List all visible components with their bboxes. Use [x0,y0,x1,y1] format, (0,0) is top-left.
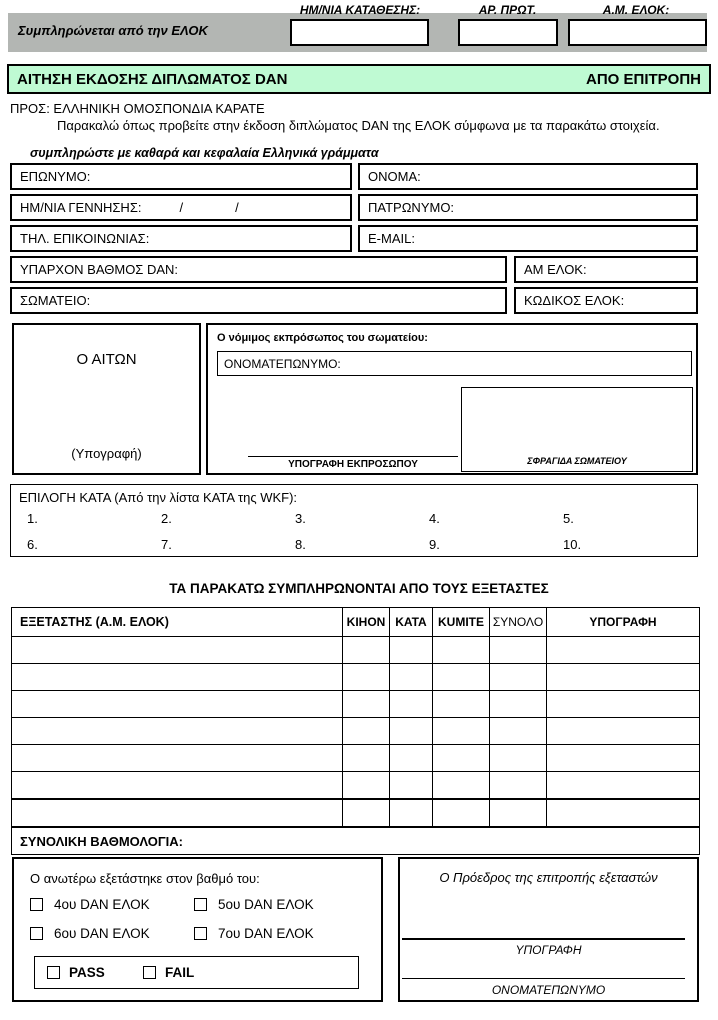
applicant-title: Ο ΑΙΤΩΝ [76,351,137,368]
option-5ou-dan-label: 5ου DAN ΕΛΟΚ [218,897,314,912]
kumite-cell[interactable] [433,637,490,664]
club-stamp-caption: ΣΦΡΑΓΙΔΑ ΣΩΜΑΤΕΙΟΥ [527,456,627,466]
phone-label: ΤΗΛ. ΕΠΙΚΟΙΝΩΝΙΑΣ: [20,231,150,246]
exam-result-title: Ο ανωτέρω εξετάστηκε στον βαθμό του: [30,871,260,886]
checkbox-6ou-dan-elok[interactable] [30,927,43,940]
kihon-cell[interactable] [343,718,390,745]
kata-row-2 [11,537,697,552]
table-row [12,772,700,800]
table-row [12,718,700,745]
president-signature-caption: ΥΠΟΓΡΑΦΗ [515,943,582,957]
kihon-cell[interactable] [343,799,390,827]
kihon-cell[interactable] [343,691,390,718]
col-signature: ΥΠΟΓΡΑΦΗ [547,608,700,637]
examiners-header-row [12,608,700,637]
kata-slot-4[interactable]: 4. [429,511,440,526]
examiners-heading: ΤΑ ΠΑΡΑΚΑΤΩ ΣΥΜΠΛΗΡΩΝΟΝΤΑΙ ΑΠΟ ΤΟΥΣ ΕΞΕΤΑΣΤΕΣ [169,581,549,596]
kata-slot-3[interactable]: 3. [295,511,306,526]
pass-label: PASS [69,965,105,980]
examiner-cell[interactable] [12,772,343,800]
birthdate-slash-2: / [235,200,239,215]
signature-cell[interactable] [547,637,700,664]
col-examiner: ΕΞΕΤΑΣΤΗΣ (Α.Μ. ΕΛΟΚ) [12,608,343,637]
kumite-cell[interactable] [433,772,490,800]
kata-slot-10[interactable]: 10. [563,537,582,552]
total-score-row [12,827,700,855]
col-kumite: KUMITE [433,608,490,637]
email-label: E-MAIL: [368,231,415,246]
kata-cell[interactable] [390,799,433,827]
to-federation-line: ΠΡΟΣ: ΕΛΛΗΝΙΚΗ ΟΜΟΣΠΟΝΔΙΑ ΚΑΡΑΤΕ [10,101,265,116]
table-row [12,745,700,772]
surname-field[interactable] [10,163,352,190]
total-cell[interactable] [490,691,547,718]
kata-cell[interactable] [390,745,433,772]
deposit-date-input[interactable] [290,19,429,46]
examiners-table [11,607,700,855]
representative-signature-line[interactable] [248,456,458,457]
club-stamp-box[interactable] [461,387,693,472]
table-row [12,799,700,827]
am-elok-input[interactable] [568,19,707,46]
total-cell[interactable] [490,745,547,772]
birthdate-field[interactable] [10,194,352,221]
elok-code-field[interactable] [514,287,698,314]
kata-slot-8[interactable]: 8. [295,537,306,552]
kihon-cell[interactable] [343,745,390,772]
representative-box [206,323,698,475]
kata-cell[interactable] [390,772,433,800]
name-label: ΟΝΟΜΑ: [368,169,421,184]
col-kata: ΚΑΤΑ [390,608,433,637]
checkbox-pass[interactable] [47,966,60,979]
kihon-cell[interactable] [343,664,390,691]
col-kihon: ΚΙΗΟΝ [343,608,390,637]
email-field[interactable] [358,225,698,252]
examiners-table-wrap [11,607,699,855]
total-cell[interactable] [490,718,547,745]
kata-cell[interactable] [390,637,433,664]
total-cell[interactable] [490,637,547,664]
option-6ou-dan-label: 6ου DAN ΕΛΟΚ [54,926,150,941]
checkbox-5ou-dan-elok[interactable] [194,898,207,911]
signature-cell[interactable] [547,718,700,745]
president-signature-line[interactable] [402,938,685,940]
representative-fullname-field[interactable] [217,351,692,376]
fill-instruction: συμπληρώστε με καθαρά και κεφαλαία Ελληνικά γράμματα [30,146,379,160]
total-score-label[interactable]: ΣΥΝΟΛΙΚΗ ΒΑΘΜΟΛΟΓΙΑ: [12,827,700,855]
president-name-line[interactable] [402,978,685,979]
kihon-cell[interactable] [343,772,390,800]
table-row [12,691,700,718]
protocol-no-input[interactable] [458,19,558,46]
am-elok-field-label: ΑΜ ΕΛΟΚ: [524,262,587,277]
request-line: Παρακαλώ όπως προβείτε στην έκδοση διπλώματος DAN της ΕΛΟΚ σύμφωνα με τα παρακάτω στοιχεία. [57,118,660,133]
kata-slot-5[interactable]: 5. [563,511,574,526]
am-elok-label: Α.Μ. ΕΛΟΚ: [602,3,670,17]
kata-slot-2[interactable]: 2. [161,511,172,526]
examiner-cell[interactable] [12,664,343,691]
representative-signature-caption: ΥΠΟΓΡΑΦΗ ΕΚΠΡΟΣΩΠΟΥ [288,459,418,470]
table-row [12,664,700,691]
am-elok-field[interactable] [514,256,698,283]
birthdate-slash-1: / [179,200,184,215]
examiner-cell[interactable] [12,718,343,745]
representative-label: Ο νόμιμος εκπρόσωπος του σωματείου: [217,332,428,344]
total-cell[interactable] [490,664,547,691]
club-field[interactable] [10,287,507,314]
checkbox-4ou-dan-elok[interactable] [30,898,43,911]
option-4ou-dan-label: 4ου DAN ΕΛΟΚ [54,897,150,912]
protocol-no-label: ΑΡ. ΠΡΩΤ. [478,3,537,17]
form-title-bar [7,64,711,94]
form-title-right: ΑΠΟ ΕΠΙΤΡΟΠΗ [585,70,701,88]
kumite-cell[interactable] [433,691,490,718]
club-label: ΣΩΜΑΤΕΙΟ: [20,293,91,308]
total-cell[interactable] [490,799,547,827]
kata-selection-title: ΕΠΙΛΟΓΗ ΚΑΤΑ (Από την λίστα ΚΑΤΑ της WKF): [19,490,298,505]
surname-label: ΕΠΩΝΥΜΟ: [20,169,91,184]
kumite-cell[interactable] [433,745,490,772]
kumite-cell[interactable] [433,799,490,827]
examiner-cell[interactable] [12,745,343,772]
signature-cell[interactable] [547,799,700,827]
examiner-cell[interactable] [12,799,343,827]
birthdate-label: ΗΜ/ΝΙΑ ΓΕΝΝΗΣΗΣ: [20,200,142,215]
name-field[interactable] [358,163,698,190]
kata-slot-7[interactable]: 7. [161,537,172,552]
kata-slot-6[interactable]: 6. [27,537,38,552]
signature-cell[interactable] [547,772,700,800]
kata-cell[interactable] [390,691,433,718]
elok-code-label: ΚΩΔΙΚΟΣ ΕΛΟΚ: [524,293,625,308]
applicant-signature-box[interactable] [12,323,201,475]
examiner-cell[interactable] [12,637,343,664]
filled-by-elok-label: Συμπληρώνεται από την ΕΛΟΚ [18,23,208,38]
signature-cell[interactable] [547,691,700,718]
current-dan-field[interactable] [10,256,507,283]
checkbox-fail[interactable] [143,966,156,979]
pass-fail-box [34,956,359,989]
kata-slot-1[interactable]: 1. [27,511,38,526]
representative-fullname-label: ΟΝΟΜΑΤΕΠΩΝΥΜΟ: [224,356,341,371]
exam-result-box [12,857,383,1002]
patronym-label: ΠΑΤΡΩΝΥΜΟ: [368,200,455,215]
applicant-signature-caption: (Υπογραφή) [71,446,142,461]
kata-cell[interactable] [390,664,433,691]
kihon-cell[interactable] [343,637,390,664]
examiner-cell[interactable] [12,691,343,718]
kata-row-1 [11,511,697,526]
fail-label: FAIL [165,965,195,980]
table-row [12,637,700,664]
current-dan-label: ΥΠΑΡΧΟΝ ΒΑΘΜΟΣ DAN: [20,262,179,277]
kata-selection-box [10,484,698,557]
kata-slot-9[interactable]: 9. [429,537,440,552]
kumite-cell[interactable] [433,718,490,745]
option-7ou-dan-label: 7ου DAN ΕΛΟΚ [218,926,314,941]
total-cell[interactable] [490,772,547,800]
phone-field[interactable] [10,225,352,252]
deposit-date-label: ΗΜ/ΝΙΑ ΚΑΤΑΘΕΣΗΣ: [299,3,421,17]
signature-cell[interactable] [547,745,700,772]
president-box [398,857,699,1002]
signature-cell[interactable] [547,664,700,691]
patronym-field[interactable] [358,194,698,221]
kata-cell[interactable] [390,718,433,745]
kumite-cell[interactable] [433,664,490,691]
president-name-caption: ΟΝΟΜΑΤΕΠΩΝΥΜΟ [491,983,606,997]
checkbox-7ou-dan-elok[interactable] [194,927,207,940]
president-title: Ο Πρόεδρος της επιτροπής εξεταστών [439,870,658,885]
form-title: ΑΙΤΗΣΗ ΕΚΔΟΣΗΣ ΔΙΠΛΩΜΑΤΟΣ DAN [17,70,288,88]
col-total: ΣΥΝΟΛΟ [490,608,547,637]
